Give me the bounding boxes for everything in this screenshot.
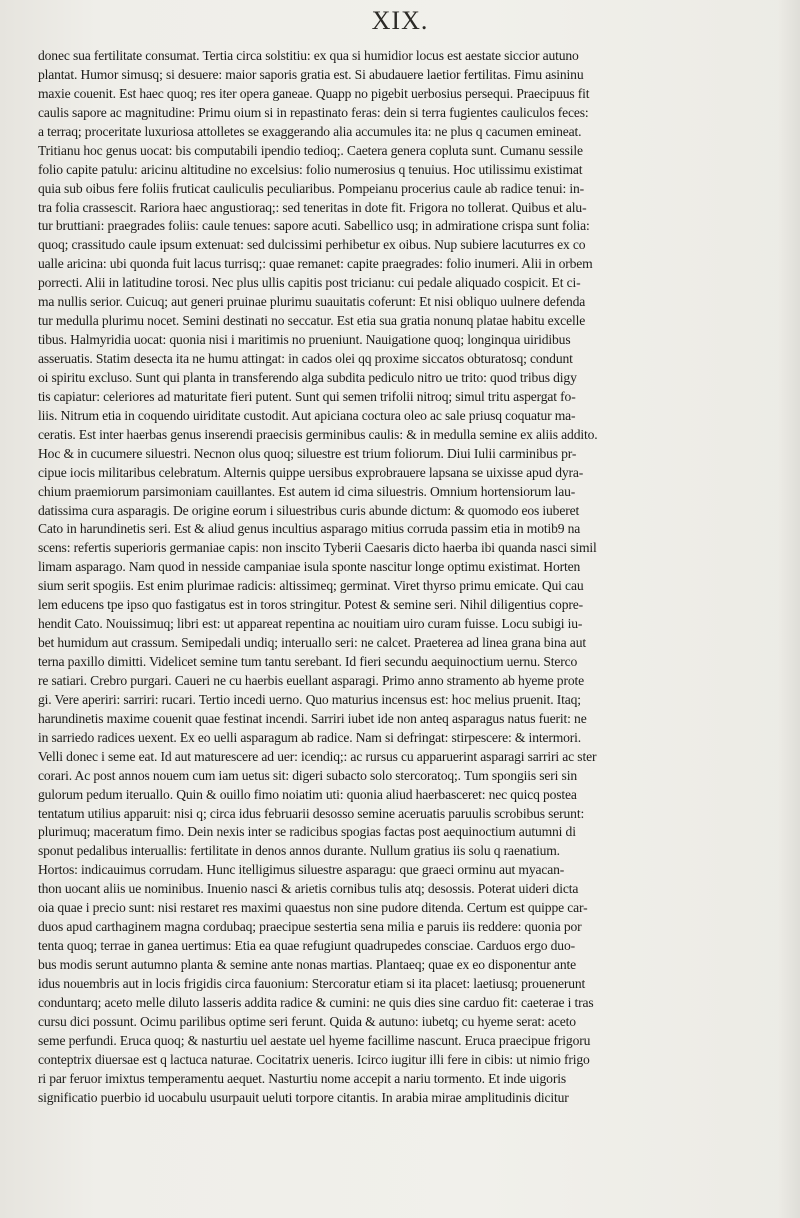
text-line: Cato in harundinetis seri. Est & aliud genus incultius asparago mitius corruda passim etia in motib9 na xyxy=(38,521,581,537)
text-line: folio capite patulu: aricinu altitudine no excelsius: folio numerosius q tenuius. Hoc utilissimu existimat xyxy=(38,161,583,177)
text-line: corari. Ac post annos nouem cum iam uetus sit: digeri subacto solo stercoratoq;. Tum spongiis seri sin xyxy=(38,767,577,783)
text-line: porrecti. Alii in latitudine torosi. Nec plus ullis capitis post tricianu: cui pedale aliquado cospicit. Et ci- xyxy=(38,275,581,291)
text-line: sponut pedalibus interuallis: fertilitate in denos annos durante. Nullum gratius iis solu q raenatium. xyxy=(38,843,560,859)
text-line: gulorum pedum iteruallo. Quin & ouillo fimo noiatim uti: quonia aliud haerbasceret: nec quicq postea xyxy=(38,786,577,802)
text-line: Hortos: indicauimus corrudam. Hunc itelligimus siluestre asparagu: que graeci orminu aut myacan- xyxy=(38,862,565,878)
text-line: ri par feruor imixtus temperamentu aequet. Nasturtiu nome accepit a nariu tormento. Et inde uigoris xyxy=(38,1070,566,1086)
text-line: Hoc & in cucumere siluestri. Necnon olus quoq; siluestre est trium foliorum. Diui Iulii carminibus pr- xyxy=(38,445,577,461)
text-line: asseruatis. Statim desecta ita ne humu attingat: in cados olei qq proxime siccatos obturatosq; condunt xyxy=(38,351,573,366)
folio-number: XIX. xyxy=(371,6,429,35)
text-line: hendit Cato. Nouissimuq; libri est: ut appareat repentina ac nouitiam uiro curam fuisse. Locu subigi iu- xyxy=(38,616,583,632)
text-line: tentatum utilius apparuit: nisi q; circa idus februarii desosso semine aceruatis paruulis scrobibus serunt: xyxy=(38,805,585,821)
page-gutter-shadow xyxy=(778,0,800,1218)
text-line: liis. Nitrum etia in coquendo uiriditate custodit. Aut apiciana coctura oleo ac sale priusq coquatur ma- xyxy=(38,407,576,423)
text-line: ma nullis serior. Cuicuq; aut generi pruinae plurimu suauitatis coferunt: Et nisi obliquo uulnere defenda xyxy=(38,294,586,310)
text-line: ceratis. Est inter haerbas genus inserendi praecisis germinibus caulis: & in medulla semine ex aliis addito. xyxy=(38,426,598,442)
text-line: seme perfundi. Eruca quoq; & nasturtiu uel aestate uel hyeme facillime nascunt. Eruca praecipue frigoru xyxy=(38,1032,591,1048)
text-line: limam asparago. Nam quod in nesside campaniae isula sponte nascitur longe optimu existimat. Horten xyxy=(38,559,581,575)
text-line: cursu dici possunt. Ocimu parilibus optime seri ferunt. Quida & autuno: iubetq; cu hyeme serat: aceto xyxy=(38,1013,576,1029)
text-line: tis capiatur: celeriores ad maturitate fieri putent. Sunt qui semen trifolii nitroq; simul tritu aspergat fo- xyxy=(38,388,576,404)
text-line: donec sua fertilitate consumat. Tertia circa solstitiu: ex qua si humidior locus est aestate siccior autuno xyxy=(38,48,579,63)
text-line: tur medulla plurimu nocet. Semini destinati no seccatur. Est etia sua gratia nonunq platae habitu excelle xyxy=(38,313,586,329)
text-line: conduntarq; aceto melle diluto lasseris addita radice & cumini: ne quis dies sine carduo fit: caeterae i tras xyxy=(38,994,594,1010)
text-line: a terraq; proceritate luxuriosa attolletes se exaggerando alia accumules ita: ne plus q cacumen emineat. xyxy=(38,123,582,139)
text-line: conteptrix diuersae est q lactuca naturae. Cocitatrix ueneris. Icirco iugitur illi fere in cibis: ut nimio frigo xyxy=(38,1051,590,1067)
text-line: bus modis serunt autumno planta & semine ante nonas martias. Plantaeq; quae ex eo disponentur ante xyxy=(38,957,576,972)
text-line: datissima cura asparagis. De origine eorum i siluestribus curis abunde dictum: & quomodo eos iuberet xyxy=(38,502,580,518)
text-line: in sarriedo radices uexent. Ex eo uelli asparagum ab radice. Nam si defringat: stirpescere: & intermori. xyxy=(38,729,582,745)
text-line: sium serit spogiis. Est enim plurimae radicis: altissimeq; germinat. Viret thyrso primu emicate. Qui cau xyxy=(38,578,584,594)
text-line: plurimuq; maceratum fimo. Dein nexis inter se radicibus spogias factas post aequinoctium autumni di xyxy=(38,824,576,840)
text-line: Velli donec i seme eat. Id aut maturescere ad uer: icendiq;: ac rursus cu apparuerint asparagi sarriri ac ster xyxy=(38,748,597,764)
text-line: plantat. Humor simusq; si desuere: maior saporis gratia est. Si abudauere laetior fertilitas. Fimu asininu xyxy=(38,66,584,82)
text-line: oia quae i precio sunt: nisi restaret res maximi quaestus non sine pudore ditenda. Certum est quippe car- xyxy=(38,900,588,916)
text-line: ualle aricina: ubi quonda fuit lacus turrisq;: quae remanet: capite praegrades: folio inumeri. Alii in orbem xyxy=(38,256,593,272)
text-line: tibus. Halmyridia uocat: quonia nisi i maritimis no prueniunt. Nauigatione quoq; longinqua uiridibus xyxy=(38,332,571,348)
text-line: maxie couenit. Est haec quoq; res iter opera ganeae. Quapp no pigebit uerbosius persequi. Praecipuus fit xyxy=(38,85,590,101)
text-line: tra folia crassescit. Rariora haec angustioraq;: sed teneritas in dote fit. Frigora no tollerat. Quibus et alu- xyxy=(38,199,587,215)
text-line: cipue iocis militaribus celebratum. Alternis quippe uersibus exprobrauere lapsana se uixisse apud dyra- xyxy=(38,464,584,480)
text-line: terna paxillo dimitti. Videlicet semine tum tantu serebant. Id fieri secundu aequinoctium uernu. Sterco xyxy=(38,654,578,669)
text-line: idus nouembris aut in locis frigidis circa fauonium: Stercoratur etiam si ita placet: laetiusq; prouenerunt xyxy=(38,975,586,991)
text-line: thon uocant aliis ue nominibus. Inuenio nasci & arietis cornibus tulis atq; desossis. Poterat uideri dicta xyxy=(38,881,579,897)
body-text xyxy=(38,47,764,1108)
text-line: quia sub oibus fere foliis fruticat cauliculis peculiaribus. Pompeianu procerius caule ab radice tenui: in- xyxy=(38,180,585,196)
text-line: harundinetis maxime couenit quae festinat incendi. Sarriri iubet ide non anteq asparagus natus fuerit: ne xyxy=(38,710,587,726)
text-line: quoq; crassitudo caule ipsum extenuat: sed dulcissimi perhibetur ex oibus. Nup subiere lacuturres ex co xyxy=(38,237,586,253)
text-line: bet humidum aut crassum. Semipedali undiq; interuallo seri: ne calcet. Praeterea ad linea grana bina aut xyxy=(38,635,586,651)
text-line: scens: refertis superioris germaniae capis: non inscito Tyberii Caesaris dicto haerba ibi quanda nasci simil xyxy=(38,540,597,556)
text-line: caulis sapore ac magnitudine: Primu oium si in repastinato feras: dein si terra fugientes cauliculos feces: xyxy=(38,104,589,120)
text-line: oi spiritu excluso. Sunt qui planta in transferendo alga subdita pediculo nitro ue trito: quod tribus digy xyxy=(38,369,577,385)
text-line: tenta quoq; terrae in ganea uertimus: Etia ea quae refugiunt quadrupedes consciae. Carduos ergo duo- xyxy=(38,938,575,954)
text-line: Tritianu hoc genus uocat: bis computabili ipendio tedioq;. Caetera genera copluta sunt. Cumanu sessile xyxy=(38,142,583,158)
text-line: lem educens tpe ipso quo fastigatus est in toros stringitur. Potest & semine seri. Nihil diligentius copre- xyxy=(38,597,583,613)
text-line: re satiari. Crebro purgari. Caueri ne cu haerbis euellant asparagi. Primo anno stramento ab hyeme prote xyxy=(38,672,584,688)
text-line: tur bruttiani: praegrades foliis: caule tenues: sapore acuti. Sabellico usq; in admiratione crispa sunt folia: xyxy=(38,218,590,234)
text-line: gi. Vere aperiri: sarriri: rucari. Tertio incedi uerno. Quo maturius incensus est: hoc melius pruenit. Itaq; xyxy=(38,691,581,707)
text-line: chium praemiorum parsimoniam cauillantes. Est autem id cima siluestris. Omnium hortensiorum lau- xyxy=(38,483,576,499)
text-line: significatio puerbio id uocabulu usurpauit ueluti torpore citantis. In arabia mirae amplitudinis dicitur xyxy=(38,1089,569,1105)
text-line: duos apud carthaginem magna cordubaq; praecipue sestertia sena milia e paruis iis reddere: quonia por xyxy=(38,919,582,935)
